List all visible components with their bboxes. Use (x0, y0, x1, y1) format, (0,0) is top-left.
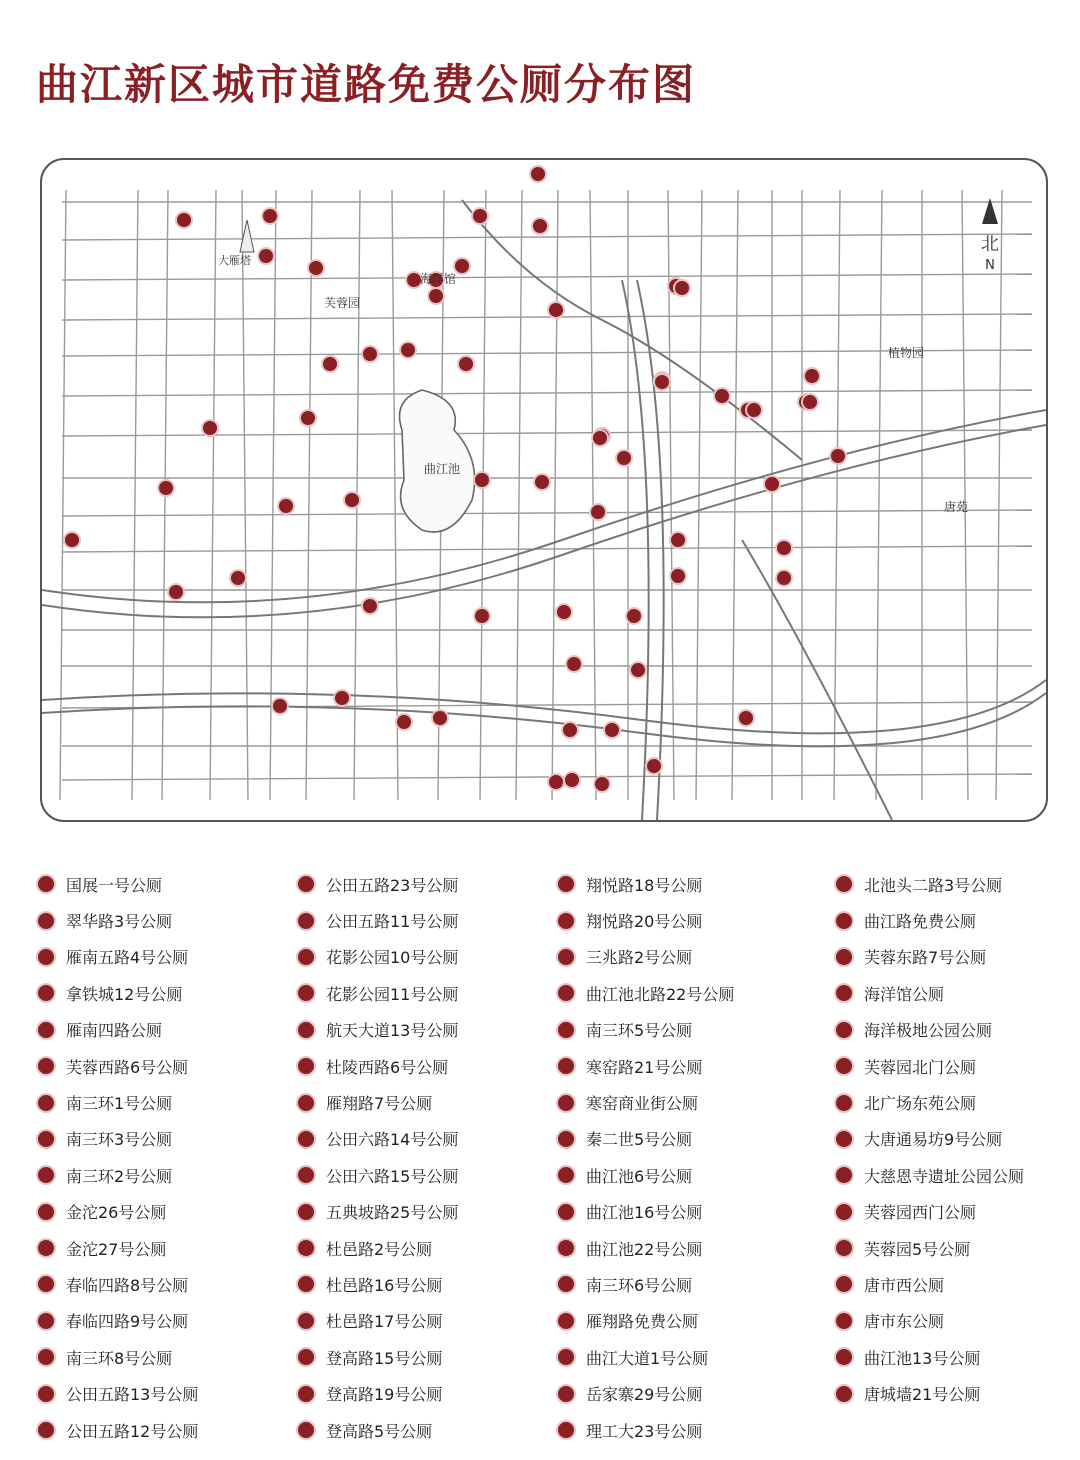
toilet-marker-icon (834, 1020, 854, 1040)
legend-label: 曲江池13号公厕 (864, 1348, 981, 1368)
toilet-marker-icon (362, 598, 378, 614)
toilet-marker-icon (556, 1093, 576, 1113)
street (480, 190, 486, 800)
legend-label: 航天大道13号公厕 (326, 1021, 459, 1041)
toilet-marker-icon (272, 698, 288, 714)
legend-label: 公田五路23号公厕 (326, 875, 459, 895)
legend-item[interactable] (834, 902, 1080, 938)
legend-item[interactable] (834, 1266, 1080, 1302)
toilet-marker-icon (604, 722, 620, 738)
compass-north-en: N (985, 258, 995, 273)
legend-label: 三兆路2号公厕 (586, 948, 693, 968)
main-road (42, 693, 1046, 746)
north-arrow-icon (982, 198, 998, 224)
legend-label: 曲江大道1号公厕 (586, 1348, 709, 1368)
main-road (42, 425, 1046, 617)
toilet-marker-icon (556, 911, 576, 931)
toilet-marker-icon (830, 448, 846, 464)
legend-item[interactable] (556, 1012, 816, 1048)
toilet-marker-icon (296, 1202, 316, 1222)
toilet-marker-icon (474, 608, 490, 624)
compass (970, 198, 1010, 273)
legend-item[interactable] (834, 866, 1080, 902)
legend-item[interactable] (834, 1012, 1080, 1048)
toilet-marker-icon (36, 1020, 56, 1040)
street (392, 190, 398, 800)
street (62, 350, 1032, 356)
street (62, 314, 1032, 320)
toilet-marker-icon (630, 662, 646, 678)
legend-label: 曲江池16号公厕 (586, 1203, 703, 1223)
toilet-marker-icon (834, 1384, 854, 1404)
legend-label: 登高路5号公厕 (326, 1421, 433, 1441)
toilet-marker-icon (534, 474, 550, 490)
toilet-marker-icon (670, 532, 686, 548)
legend-item[interactable] (834, 1048, 1080, 1084)
toilet-marker-icon (556, 1020, 576, 1040)
street (62, 274, 1032, 280)
legend-label: 国展一号公厕 (66, 875, 163, 895)
toilet-marker-icon (296, 1129, 316, 1149)
toilet-marker-icon (556, 1384, 576, 1404)
legend-item[interactable] (296, 939, 556, 975)
legend-label: 曲江池22号公厕 (586, 1239, 703, 1259)
toilet-marker-icon (36, 947, 56, 967)
street (732, 190, 738, 800)
legend-label: 金沱27号公厕 (66, 1239, 167, 1259)
legend-label: 芙蓉园西门公厕 (864, 1203, 977, 1223)
legend-item[interactable] (36, 1194, 296, 1230)
legend-label: 秦二世5号公厕 (586, 1130, 693, 1150)
toilet-marker-icon (556, 1238, 576, 1258)
toilet-marker-icon (556, 1129, 576, 1149)
compass-north-cn: 北 (981, 234, 999, 255)
legend-item[interactable] (556, 1048, 816, 1084)
toilet-marker-icon (776, 540, 792, 556)
legend-item[interactable] (556, 1194, 816, 1230)
legend-label: 唐市西公厕 (864, 1275, 945, 1295)
toilet-marker-icon (556, 947, 576, 967)
toilet-marker-icon (362, 346, 378, 362)
toilet-marker-icon (764, 476, 780, 492)
toilet-marker-icon (36, 1347, 56, 1367)
legend-label: 杜邑路17号公厕 (326, 1312, 443, 1332)
place-zhiwuyuan: 植物园 (888, 346, 925, 360)
legend-label: 公田五路13号公厕 (66, 1385, 199, 1405)
toilet-marker-icon (296, 1384, 316, 1404)
toilet-marker-icon (834, 947, 854, 967)
toilet-marker-icon (802, 394, 818, 410)
toilet-marker-icon (296, 911, 316, 931)
legend-item[interactable] (36, 1121, 296, 1157)
toilet-marker-icon (296, 1311, 316, 1331)
road-network (42, 160, 1046, 820)
toilet-marker-icon (654, 374, 670, 390)
toilet-marker-icon (334, 690, 350, 706)
legend-item[interactable] (834, 975, 1080, 1011)
toilet-marker-icon (556, 1274, 576, 1294)
legend-column (296, 866, 556, 1448)
toilet-marker-icon (556, 604, 572, 620)
toilet-marker-icon (36, 983, 56, 1003)
toilet-marker-icon (556, 1311, 576, 1331)
legend-item[interactable] (556, 975, 816, 1011)
toilet-marker-icon (158, 480, 174, 496)
legend-item[interactable] (834, 1084, 1080, 1120)
street (590, 190, 596, 800)
legend-label: 理工大23号公厕 (586, 1421, 703, 1441)
toilet-marker-icon (714, 388, 730, 404)
toilet-marker-icon (428, 288, 444, 304)
legend-column (834, 866, 1080, 1412)
toilet-marker-icon (296, 874, 316, 894)
legend-item[interactable] (36, 1412, 296, 1448)
street (62, 774, 1032, 780)
legend-item[interactable] (834, 1230, 1080, 1266)
legend-label: 芙蓉园北门公厕 (864, 1057, 977, 1077)
toilet-marker-icon (202, 420, 218, 436)
legend-label: 芙蓉西路6号公厕 (66, 1057, 189, 1077)
toilet-marker-icon (36, 1420, 56, 1440)
toilet-marker-icon (296, 947, 316, 967)
legend-label: 杜陵西路6号公厕 (326, 1057, 449, 1077)
street (62, 546, 1032, 552)
toilet-marker-icon (454, 258, 470, 274)
legend-item[interactable] (36, 1084, 296, 1120)
street (516, 190, 522, 800)
legend-item[interactable] (36, 939, 296, 975)
legend-label: 春临四路8号公厕 (66, 1275, 189, 1295)
map[interactable] (40, 158, 1048, 822)
legend-label: 南三环1号公厕 (66, 1094, 173, 1114)
toilet-marker-icon (300, 410, 316, 426)
toilet-marker-icon (556, 1165, 576, 1185)
legend-item[interactable] (36, 1375, 296, 1411)
toilet-marker-icon (626, 608, 642, 624)
toilet-marker-icon (834, 911, 854, 931)
street (996, 190, 1002, 800)
toilet-marker-icon (646, 758, 662, 774)
legend-item[interactable] (296, 866, 556, 902)
toilet-marker-icon (36, 1238, 56, 1258)
legend-label: 岳家寨29号公厕 (586, 1385, 703, 1405)
legend-item[interactable] (296, 1230, 556, 1266)
legend-label: 雁翔路免费公厕 (586, 1312, 699, 1332)
toilet-marker-icon (36, 1384, 56, 1404)
toilet-marker-icon (592, 430, 608, 446)
toilet-marker-icon (168, 584, 184, 600)
legend-item[interactable] (36, 1048, 296, 1084)
toilet-marker-icon (556, 1056, 576, 1076)
toilet-marker-icon (804, 368, 820, 384)
toilet-marker-icon (566, 656, 582, 672)
street (876, 190, 882, 800)
legend-item[interactable] (296, 1012, 556, 1048)
toilet-marker-icon (590, 504, 606, 520)
toilet-marker-icon (396, 714, 412, 730)
legend-item[interactable] (834, 1121, 1080, 1157)
toilet-marker-icon (36, 1311, 56, 1331)
toilet-marker-icon (556, 1202, 576, 1222)
legend-item[interactable] (36, 1157, 296, 1193)
legend-item[interactable] (556, 866, 816, 902)
toilet-marker-icon (834, 1238, 854, 1258)
legend-label: 春临四路9号公厕 (66, 1312, 189, 1332)
legend-item[interactable] (296, 1084, 556, 1120)
toilet-marker-icon (530, 166, 546, 182)
toilet-marker-icon (36, 1129, 56, 1149)
toilet-marker-icon (834, 1056, 854, 1076)
place-tangyuan: 唐苑 (944, 500, 969, 514)
legend-label: 花影公园10号公厕 (326, 948, 459, 968)
legend-item[interactable] (296, 1266, 556, 1302)
legend-item[interactable] (36, 1012, 296, 1048)
legend-label: 翠华路3号公厕 (66, 912, 173, 932)
street (242, 190, 248, 800)
main-road (622, 280, 649, 820)
legend-item[interactable] (296, 975, 556, 1011)
toilet-marker-icon (834, 1165, 854, 1185)
legend-item[interactable] (36, 975, 296, 1011)
legend-label: 大唐通易坊9号公厕 (864, 1130, 1003, 1150)
legend-label: 大慈恩寺遗址公园公厕 (864, 1166, 1025, 1186)
legend-item[interactable] (36, 1339, 296, 1375)
toilet-marker-icon (296, 1020, 316, 1040)
legend-label: 曲江路免费公厕 (864, 912, 977, 932)
toilet-marker-icon (746, 402, 762, 418)
toilet-marker-icon (296, 1347, 316, 1367)
legend-item[interactable] (296, 1157, 556, 1193)
legend-label: 杜邑路16号公厕 (326, 1275, 443, 1295)
legend-item[interactable] (36, 1266, 296, 1302)
legend-item[interactable] (296, 902, 556, 938)
legend-item[interactable] (296, 1412, 556, 1448)
main-road (42, 410, 1046, 602)
legend-item[interactable] (296, 1375, 556, 1411)
legend-item[interactable] (556, 1339, 816, 1375)
page-title: 曲江新区城市道路免费公厕分布图 (36, 60, 697, 109)
legend-label: 南三环8号公厕 (66, 1348, 173, 1368)
toilet-marker-icon (834, 983, 854, 1003)
toilet-marker-icon (594, 776, 610, 792)
toilet-marker-icon (296, 1056, 316, 1076)
legend-label: 南三环6号公厕 (586, 1275, 693, 1295)
legend-label: 金沱26号公厕 (66, 1203, 167, 1223)
legend-label: 海洋馆公厕 (864, 984, 945, 1004)
legend-label: 寒窑路21号公厕 (586, 1057, 703, 1077)
toilet-marker-icon (474, 472, 490, 488)
place-haiyangguan: 海洋馆 (420, 272, 457, 286)
toilet-marker-icon (472, 208, 488, 224)
street (62, 510, 1032, 516)
legend-item[interactable] (556, 1230, 816, 1266)
legend-label: 芙蓉园5号公厕 (864, 1239, 971, 1259)
main-road (637, 280, 664, 820)
toilet-marker-icon (556, 983, 576, 1003)
legend-item[interactable] (834, 1375, 1080, 1411)
street (210, 190, 216, 800)
toilet-marker-icon (262, 208, 278, 224)
street (62, 234, 1032, 240)
legend-label: 曲江池北路22号公厕 (586, 984, 735, 1004)
toilet-marker-icon (36, 911, 56, 931)
legend-label: 公田五路12号公厕 (66, 1421, 199, 1441)
street (306, 190, 312, 800)
toilet-marker-icon (296, 983, 316, 1003)
legend-label: 公田六路14号公厕 (326, 1130, 459, 1150)
legend-item[interactable] (36, 866, 296, 902)
legend-label: 南三环3号公厕 (66, 1130, 173, 1150)
toilet-marker-icon (674, 280, 690, 296)
toilet-marker-icon (556, 1347, 576, 1367)
toilet-marker-icon (296, 1274, 316, 1294)
toilet-marker-icon (432, 710, 448, 726)
legend-item[interactable] (296, 1303, 556, 1339)
toilet-marker-icon (670, 568, 686, 584)
street (962, 190, 968, 800)
toilet-marker-icon (258, 248, 274, 264)
toilet-marker-icon (308, 260, 324, 276)
toilet-marker-icon (556, 874, 576, 894)
legend-label: 北池头二路3号公厕 (864, 875, 1003, 895)
main-road (742, 540, 892, 820)
legend-label: 唐城墙21号公厕 (864, 1385, 981, 1405)
legend-label: 寒窑商业街公厕 (586, 1094, 699, 1114)
legend-label: 拿铁城12号公厕 (66, 984, 183, 1004)
toilet-marker-icon (834, 1202, 854, 1222)
legend-item[interactable] (296, 1121, 556, 1157)
toilet-marker-icon (36, 1202, 56, 1222)
toilet-marker-icon (36, 1165, 56, 1185)
legend-label: 雁南四路公厕 (66, 1021, 163, 1041)
toilet-marker-icon (834, 1311, 854, 1331)
toilet-marker-icon (400, 342, 416, 358)
toilet-marker-icon (296, 1420, 316, 1440)
legend-label: 北广场东苑公厕 (864, 1094, 977, 1114)
legend-label: 公田六路15号公厕 (326, 1166, 459, 1186)
legend-label: 翔悦路18号公厕 (586, 875, 703, 895)
legend-label: 芙蓉东路7号公厕 (864, 948, 987, 968)
place-furongyuan: 芙蓉园 (324, 296, 361, 310)
legend-item[interactable] (834, 1303, 1080, 1339)
legend-item[interactable] (296, 1339, 556, 1375)
legend-item[interactable] (834, 939, 1080, 975)
legend-label: 花影公园11号公厕 (326, 984, 459, 1004)
toilet-marker-icon (64, 532, 80, 548)
legend-item[interactable] (556, 1121, 816, 1157)
toilet-marker-icon (278, 498, 294, 514)
legend-item[interactable] (556, 902, 816, 938)
legend-item[interactable] (556, 939, 816, 975)
legend-item[interactable] (556, 1412, 816, 1448)
legend-label: 五典坡路25号公厕 (326, 1203, 459, 1223)
legend-item[interactable] (556, 1303, 816, 1339)
toilet-marker-icon (556, 1420, 576, 1440)
place-dayanta: 大雁塔 (218, 254, 251, 267)
legend-label: 海洋极地公园公厕 (864, 1021, 993, 1041)
legend-item[interactable] (556, 1375, 816, 1411)
toilet-marker-icon (344, 492, 360, 508)
toilet-marker-icon (230, 570, 246, 586)
legend-item[interactable] (834, 1339, 1080, 1375)
toilet-marker-icon (834, 1347, 854, 1367)
toilet-marker-icon (834, 1093, 854, 1113)
toilet-marker-icon (36, 1274, 56, 1294)
toilet-marker-icon (532, 218, 548, 234)
toilet-marker-icon (834, 874, 854, 894)
toilet-marker-icon (834, 1129, 854, 1149)
legend-label: 南三环5号公厕 (586, 1021, 693, 1041)
toilet-marker-icon (36, 1093, 56, 1113)
legend-item[interactable] (36, 1303, 296, 1339)
legend-label: 雁翔路7号公厕 (326, 1094, 433, 1114)
legend-item[interactable] (296, 1048, 556, 1084)
legend-item[interactable] (556, 1157, 816, 1193)
legend-label: 翔悦路20号公厕 (586, 912, 703, 932)
toilet-marker-icon (548, 774, 564, 790)
toilet-marker-icon (564, 772, 580, 788)
legend-item[interactable] (556, 1084, 816, 1120)
legend-label: 南三环2号公厕 (66, 1166, 173, 1186)
toilet-marker-icon (616, 450, 632, 466)
legend-column (36, 866, 296, 1448)
legend-item[interactable] (556, 1266, 816, 1302)
toilet-marker-icon (322, 356, 338, 372)
legend-label: 登高路19号公厕 (326, 1385, 443, 1405)
toilet-marker-icon (548, 302, 564, 318)
toilet-marker-icon (738, 710, 754, 726)
toilet-marker-icon (776, 570, 792, 586)
legend-label: 公田五路11号公厕 (326, 912, 459, 932)
street (62, 390, 1032, 396)
toilet-marker-icon (296, 1165, 316, 1185)
legend-label: 杜邑路2号公厕 (326, 1239, 433, 1259)
toilet-marker-icon (296, 1093, 316, 1113)
toilet-marker-icon (36, 874, 56, 894)
legend-item[interactable] (36, 1230, 296, 1266)
legend-item[interactable] (834, 1194, 1080, 1230)
legend-label: 唐市东公厕 (864, 1312, 945, 1332)
legend-label: 雁南五路4号公厕 (66, 948, 189, 968)
place-qujiangchi: 曲江池 (424, 462, 461, 476)
toilet-marker-icon (36, 1056, 56, 1076)
legend-item[interactable] (296, 1194, 556, 1230)
legend-label: 曲江池6号公厕 (586, 1166, 693, 1186)
toilet-marker-icon (296, 1238, 316, 1258)
toilet-marker-icon (834, 1274, 854, 1294)
legend-item[interactable] (834, 1157, 1080, 1193)
toilet-marker-icon (176, 212, 192, 228)
legend-item[interactable] (36, 902, 296, 938)
toilet-marker-icon (458, 356, 474, 372)
legend-column (556, 866, 816, 1448)
legend-label: 登高路15号公厕 (326, 1348, 443, 1368)
toilet-marker-icon (562, 722, 578, 738)
